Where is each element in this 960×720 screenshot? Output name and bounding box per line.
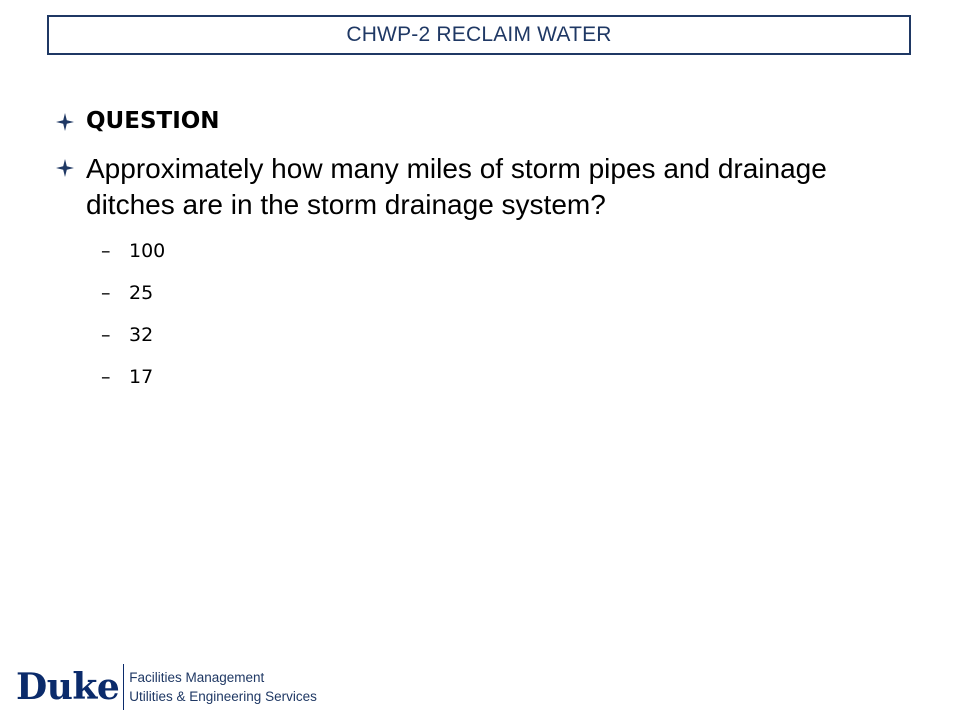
slide-title: CHWP-2 RECLAIM WATER bbox=[346, 23, 612, 46]
four-point-star-icon bbox=[56, 159, 74, 177]
dash-marker: – bbox=[101, 366, 111, 388]
answer-list bbox=[101, 230, 165, 398]
footer-line-department: Facilities Management bbox=[129, 670, 265, 685]
answer-option bbox=[101, 230, 165, 272]
question-text: Approximately how many miles of storm pipes and drainage ditches are in the storm drainage system? bbox=[86, 153, 827, 220]
dash-marker: – bbox=[101, 324, 111, 346]
footer-line-division: Utilities & Engineering Services bbox=[129, 689, 317, 704]
duke-logo: Duke bbox=[16, 666, 120, 708]
question-label: QUESTION bbox=[86, 108, 220, 134]
footer bbox=[16, 664, 317, 710]
dash-marker: – bbox=[101, 240, 111, 262]
answer-text: 17 bbox=[129, 366, 154, 388]
answer-option bbox=[101, 356, 165, 398]
bullet-question-text bbox=[56, 151, 846, 223]
footer-divider bbox=[123, 664, 124, 710]
dash-marker: – bbox=[101, 282, 111, 304]
answer-option bbox=[101, 314, 165, 356]
slide-title-box bbox=[47, 15, 911, 55]
answer-text: 25 bbox=[129, 282, 154, 304]
bullet-question-label bbox=[56, 104, 220, 138]
four-point-star-icon bbox=[56, 113, 74, 131]
footer-text bbox=[129, 668, 317, 706]
answer-option bbox=[101, 272, 165, 314]
answer-text: 32 bbox=[129, 324, 154, 346]
answer-text: 100 bbox=[129, 240, 166, 262]
